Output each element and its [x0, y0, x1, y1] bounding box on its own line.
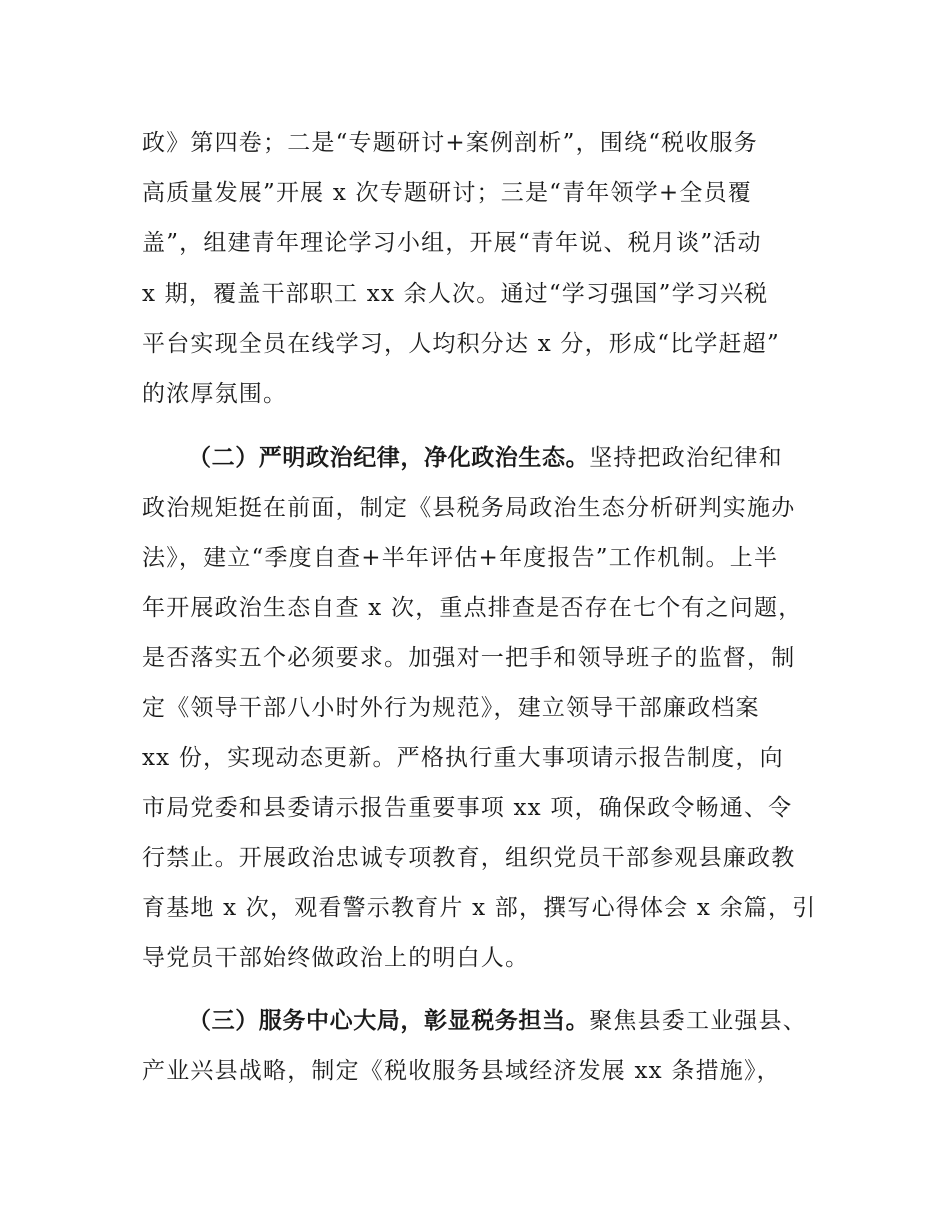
section-3-first-line — [188, 1006, 807, 1036]
body-text-line: x 期，覆盖干部职工 xx 余人次。通过“学习强国”学习兴税 — [142, 281, 769, 307]
body-text-line: 产业兴县战略，制定《税收服务县域经济发展 xx 条措施》， — [142, 1058, 781, 1084]
body-text-line: xx 份，实现动态更新。严格执行重大事项请示报告制度，向 — [142, 745, 784, 771]
body-text-line: 盖”，组建青年理论学习小组，开展“青年说、税月谈”活动 — [142, 230, 762, 256]
body-text-line: 高质量发展”开展 x 次专题研讨；三是“青年领学+全员覆 — [142, 180, 752, 206]
body-text-line: 是否落实五个必须要求。加强对一把手和领导班子的监督，制 — [142, 645, 796, 671]
section-2-first-line — [188, 443, 783, 473]
section-3-heading: （三）服务中心大局，彰显税务担当。 — [188, 1008, 590, 1034]
body-text-line: 政治规矩挺在前面，制定《县税务局政治生态分析研判实施办 — [142, 495, 796, 521]
body-text-line: 政》第四卷；二是“专题研讨+案例剖析”，围绕“税收服务 — [142, 130, 758, 156]
body-text-line: 导党员干部始终做政治上的明白人。 — [142, 945, 530, 971]
body-text-line: 平台实现全员在线学习，人均积分达 x 分，形成“比学赶超” — [142, 331, 780, 357]
body-text-line: 年开展政治生态自查 x 次，重点排查是否存在七个有之问题， — [142, 595, 803, 621]
section-2-heading: （二）严明政治纪律，净化政治生态。 — [188, 445, 590, 471]
body-text-line: 育基地 x 次，观看警示教育片 x 部，撰写心得体会 x 余篇，引 — [142, 895, 817, 921]
body-text-line: 定《领导干部八小时外行为规范》，建立领导干部廉政档案 — [142, 695, 760, 721]
section-2-lead-text: 坚持把政治纪律和 — [589, 445, 783, 471]
body-text-line: 的浓厚氛围。 — [142, 381, 288, 407]
section-3-lead-text: 聚焦县委工业强县、 — [589, 1008, 808, 1034]
body-text-line: 法》，建立“季度自查+半年评估+年度报告”工作机制。上半 — [142, 545, 779, 571]
body-text-line: 行禁止。开展政治忠诚专项教育，组织党员干部参观县廉政教 — [142, 845, 796, 871]
body-text-line: 市局党委和县委请示报告重要事项 xx 项，确保政令畅通、令 — [142, 795, 793, 821]
